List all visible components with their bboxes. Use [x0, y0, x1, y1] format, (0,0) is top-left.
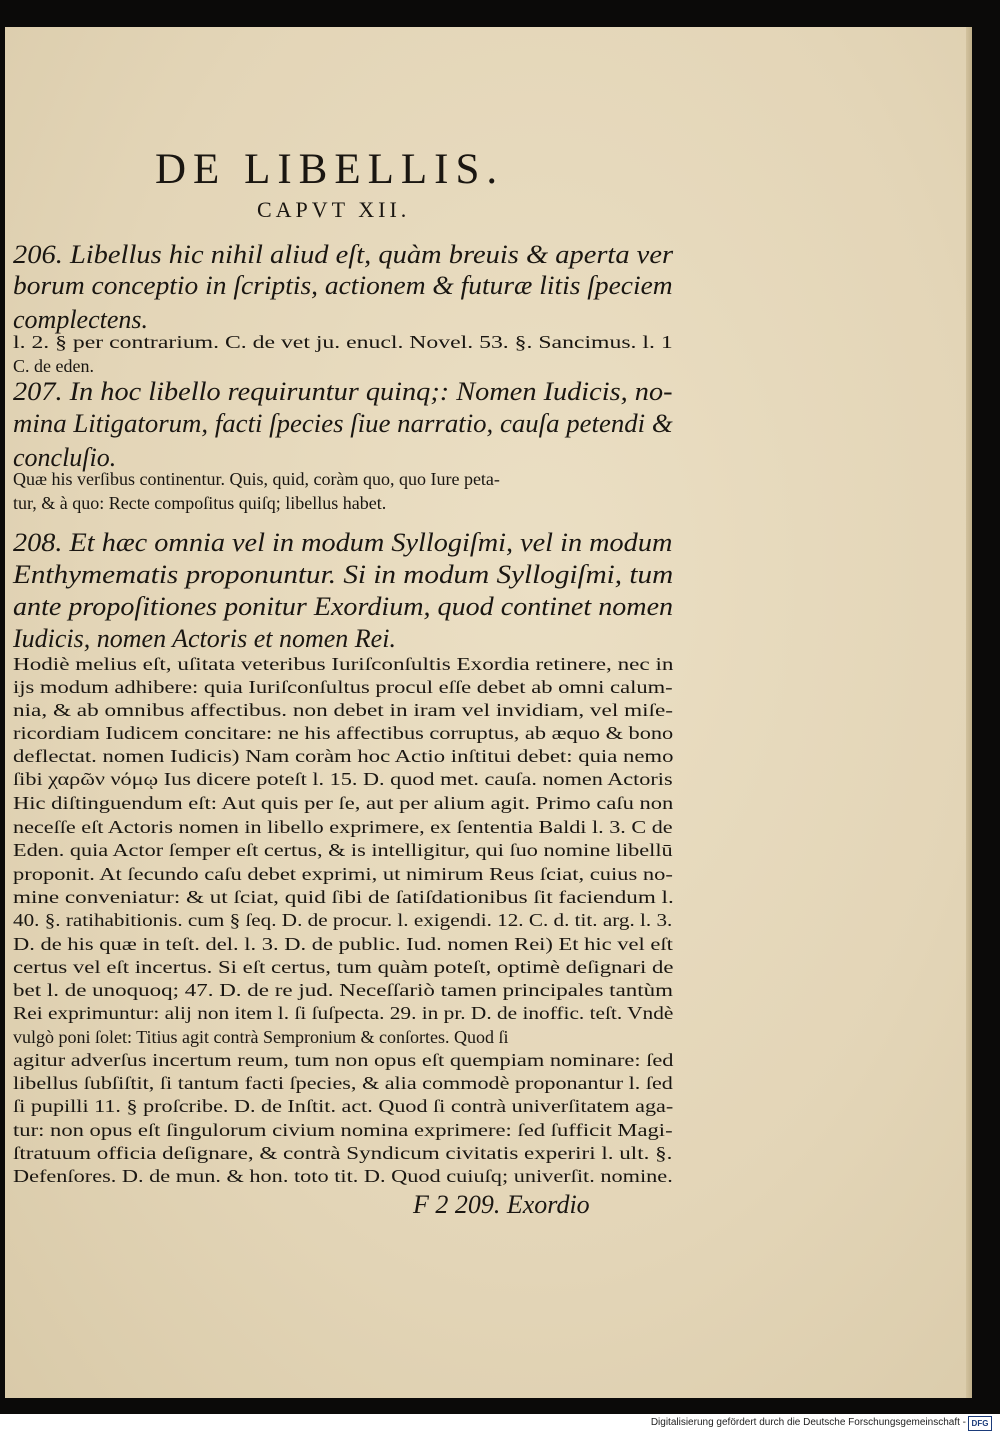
text-line: proponit. At ſecundo caſu debet exprimi, ut nimirum Reus ſciat, cuius no- — [13, 864, 673, 884]
text-line: C. de eden. — [13, 356, 94, 376]
text-line: Quæ his verſibus continentur. Quis, quid, coràm quo, quo Iure peta- — [13, 469, 500, 489]
page-text — [5, 27, 972, 1398]
text-line: tur: non opus eſt ſingulorum civium nomina exprimere: ſed ſufficit Magi- — [13, 1120, 673, 1140]
text-line: mine conveniatur: & ut ſciat, quid ſibi de ſatiſdationibus ſit faciendum l. — [13, 887, 674, 907]
text-line: Rei exprimuntur: alij non item l. ſi ſuſpecta. 29. in pr. D. de inoffic. teſt. Vndè — [13, 1003, 674, 1023]
text-line: Iudicis, nomen Actoris et nomen Rei. — [13, 624, 396, 653]
text-line: vulgò poni ſolet: Titius agit contrà Sempronium & conſortes. Quod ſi — [13, 1027, 509, 1047]
text-line: ſtratuum officia deſignare, & contrà Syndicum civitatis experiri l. ult. §. — [13, 1143, 673, 1163]
chapter-heading: DE LIBELLIS. — [155, 146, 505, 193]
text-line: certus vel eſt incertus. Si eſt certus, tum quàm poteſt, optimè deſignari de — [13, 957, 674, 977]
text-line: Defenſores. D. de mun. & hon. toto tit. D. Quod cuiuſq; univerſit. nomine. — [13, 1166, 673, 1186]
dfg-logo-icon: DFG — [968, 1416, 992, 1431]
text-line: ricordiam Iudicem concitare: ne his affectibus corruptus, ab æquo & bono — [13, 723, 674, 743]
text-line: ſibi χαρῶν νόμῳ Ius dicere poteſt l. 15. D. quod met. cauſa. nomen Actoris — [13, 769, 673, 789]
text-line: 208. Et hæc omnia vel in modum Syllogiſmi, vel in modum — [13, 528, 673, 557]
text-line: 207. In hoc libello requiruntur quinq;: Nomen Iudicis, no- — [13, 377, 673, 406]
text-line: ijs modum adhibere: quia Iuriſconſultus procul eſſe debet ab omni calum- — [13, 677, 673, 697]
text-line: Hodiè melius eſt, uſitata veteribus Iuriſconſultis Exordia retinere, nec in — [13, 654, 674, 674]
text-line: agitur adverſus incertum reum, tum non opus eſt quempiam nominare: ſed — [13, 1050, 674, 1070]
text-line: l. 2. § per contrarium. C. de vet ju. enucl. Novel. 53. §. Sancimus. l. 1 — [13, 332, 673, 352]
text-line: ante propoſitiones ponitur Exordium, quod continet nomen — [13, 592, 674, 621]
footer-bar — [0, 1414, 1000, 1434]
text-line: deflectat. nomen Iudicis) Nam coràm hoc Actio inſtitui debet: quia nemo — [13, 746, 674, 766]
text-line: neceſſe eſt Actoris nomen in libello exprimere, ex ſententia Baldi l. 3. C de — [13, 817, 673, 837]
text-line: D. de his quæ in teſt. del. l. 3. D. de public. Iud. nomen Rei) Et hic vel eſt — [13, 934, 673, 954]
text-line: Hic diſtinguendum eſt: Aut quis per ſe, aut per alium agit. Primo caſu non — [13, 793, 674, 813]
text-line: tur, & à quo: Recte compoſitus quiſq; libellus habet. — [13, 493, 387, 513]
text-line: ſi pupilli 11. § proſcribe. D. de Inſtit. act. Quod ſi contrà univerſitatem aga- — [13, 1096, 674, 1116]
text-line: bet l. de unoquoq; 47. D. de re jud. Neceſſariò tamen principales tantùm — [13, 980, 674, 1000]
text-line: concluſio. — [13, 443, 117, 472]
text-line: 206. Libellus hic nihil aliud eſt, quàm breuis & aperta ver — [13, 240, 674, 269]
text-line: nia, & ab omnibus affectibus. non debet in iram vel invidiam, vel miſe- — [13, 700, 674, 720]
text-line: mina Litigatorum, facti ſpecies ſiue narratio, cauſa petendi & — [13, 409, 673, 438]
funding-note: Digitalisierung gefördert durch die Deutsche Forschungsgemeinschaft - — [650, 1417, 966, 1428]
text-line: libellus ſubſiſtit, ſi tantum facti ſpecies, & alia commodè proponantur l. ſed — [13, 1073, 673, 1093]
text-line: F 2 209. Exordio — [413, 1190, 590, 1219]
text-line: Eden. quia Actor ſemper eſt certus, & is intelligitur, qui ſuo nomine libellū — [13, 840, 673, 860]
text-line: Enthymematis proponuntur. Si in modum Syllogiſmi, tum — [13, 560, 674, 589]
text-line: 40. §. ratihabitionis. cum § ſeq. D. de procur. l. exigendi. 12. C. d. tit. arg. l. 3. — [13, 910, 673, 930]
chapter-number: CAPVT XII. — [257, 197, 411, 222]
book-page — [5, 27, 972, 1398]
text-line: complectens. — [13, 305, 149, 334]
text-line: borum conceptio in ſcriptis, actionem & futuræ litis ſpeciem — [13, 271, 673, 300]
